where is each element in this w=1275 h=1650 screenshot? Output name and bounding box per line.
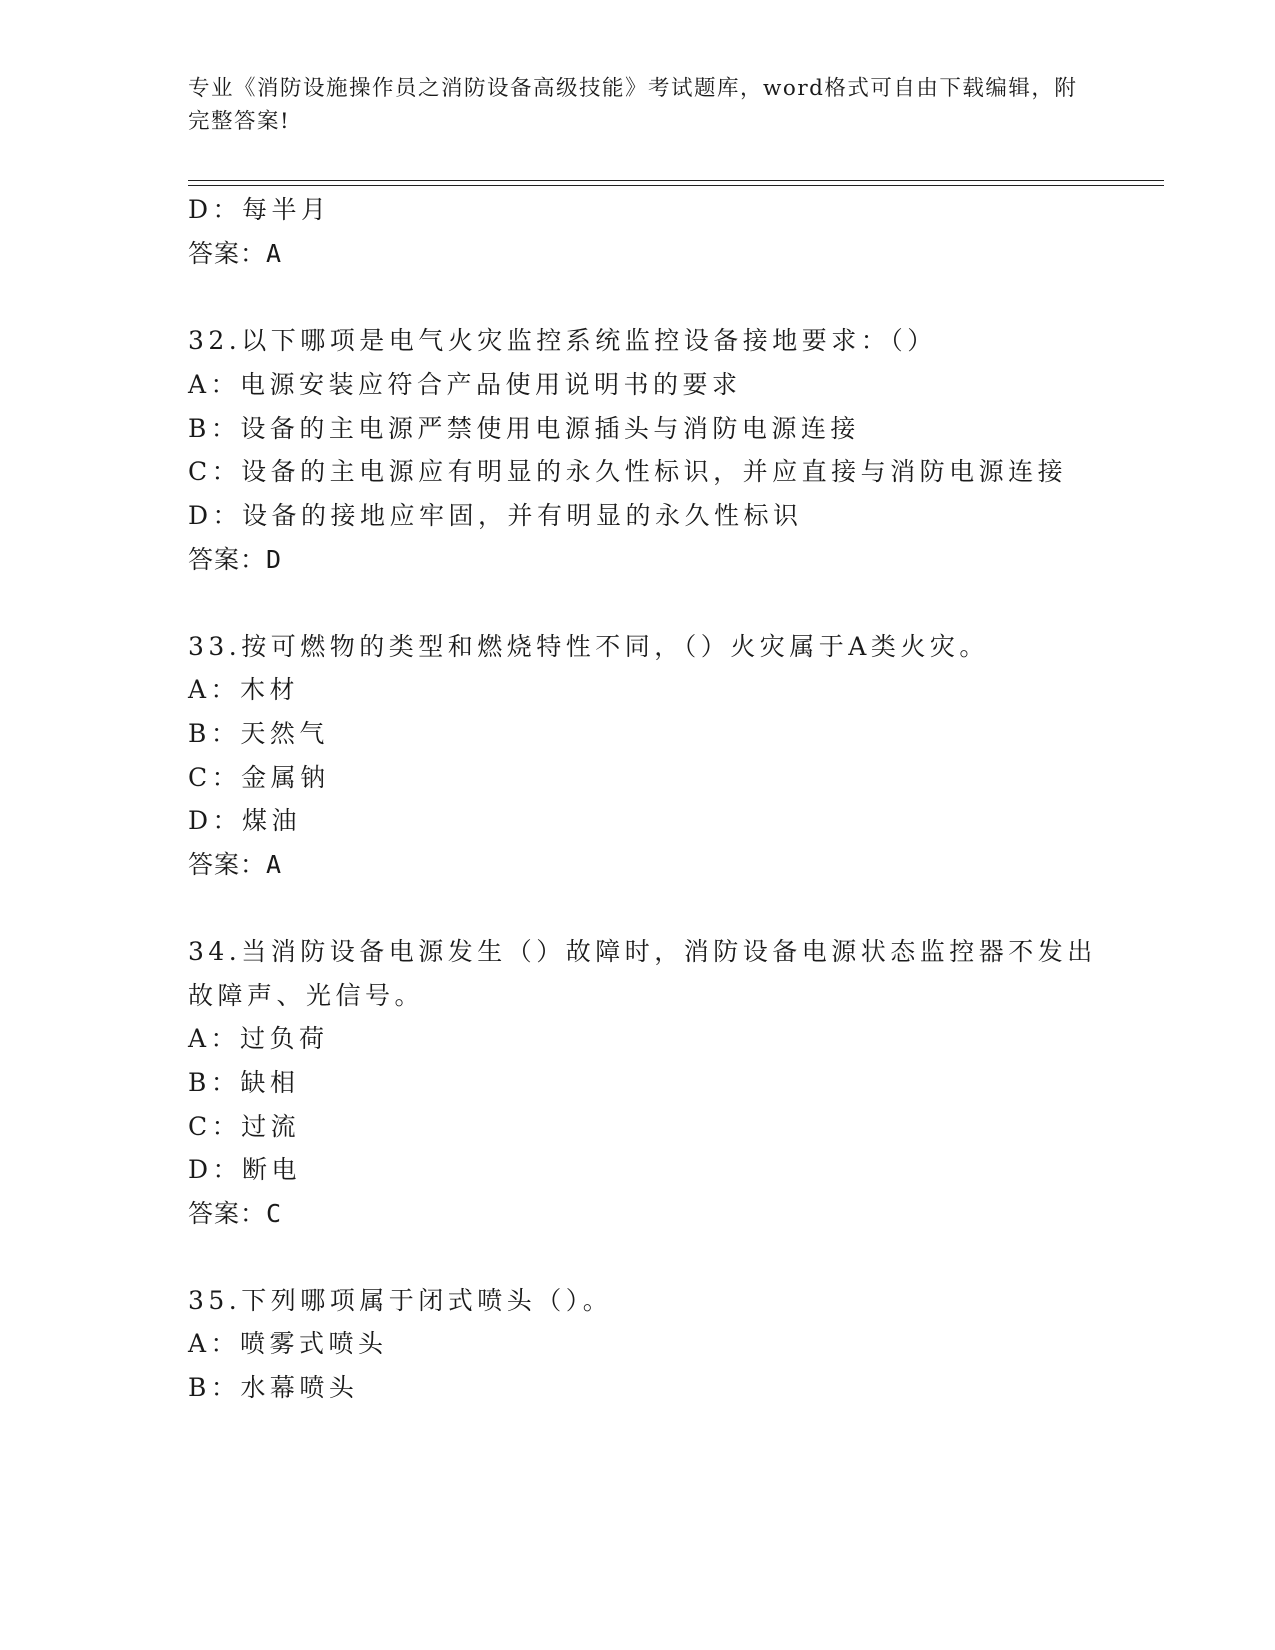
q32-answer xyxy=(188,543,282,577)
q33-option-b: B：天然气 xyxy=(188,719,329,748)
q33-option-c: C：金属钠 xyxy=(188,763,330,792)
q33-answer xyxy=(188,848,282,882)
answer-value: D xyxy=(266,545,283,574)
q32-option-b: B：设备的主电源严禁使用电源插头与消防电源连接 xyxy=(188,414,860,443)
q34-stem-line-1: 34.当消防设备电源发生（）故障时，消防设备电源状态监控器不发出 xyxy=(188,937,1097,966)
q35-option-a: A：喷雾式喷头 xyxy=(188,1329,388,1358)
answer-value: C xyxy=(266,1199,283,1228)
q34-stem-line-2: 故障声、光信号。 xyxy=(188,981,425,1010)
header-divider-top xyxy=(188,180,1164,181)
header-divider-bottom xyxy=(188,185,1164,186)
q32-option-d: D：设备的接地应牢固，并有明显的永久性标识 xyxy=(188,501,803,530)
q32-option-c: C：设备的主电源应有明显的永久性标识，并应直接与消防电源连接 xyxy=(188,457,1068,486)
q34-option-c: C：过流 xyxy=(188,1112,301,1141)
answer-value: A xyxy=(266,239,283,268)
answer-value: A xyxy=(266,850,283,879)
q34-option-b: B：缺相 xyxy=(188,1068,300,1097)
answer-label: 答案： xyxy=(188,545,267,574)
q34-option-d: D：断电 xyxy=(188,1155,302,1184)
q33-stem: 33.按可燃物的类型和燃烧特性不同，（）火灾属于A类火灾。 xyxy=(188,632,989,661)
q32-stem: 32.以下哪项是电气火灾监控系统监控设备接地要求：（） xyxy=(188,326,937,355)
q31-option-d: D：每半月 xyxy=(188,195,331,224)
q33-option-a: A：木材 xyxy=(188,675,300,704)
q31-answer xyxy=(188,237,282,271)
q32-option-a: A：电源安装应符合产品使用说明书的要求 xyxy=(188,370,742,399)
answer-label: 答案： xyxy=(188,850,267,879)
q33-option-d: D：煤油 xyxy=(188,806,302,835)
q35-stem: 35.下列哪项属于闭式喷头（）。 xyxy=(188,1286,613,1315)
document-header: 专业《消防设施操作员之消防设备高级技能》考试题库，word格式可自由下载编辑，附完整答案! xyxy=(188,76,1078,134)
answer-label: 答案： xyxy=(188,1199,267,1228)
q35-option-b: B：水幕喷头 xyxy=(188,1373,359,1402)
q34-option-a: A：过负荷 xyxy=(188,1024,329,1053)
q34-answer xyxy=(188,1197,282,1231)
answer-label: 答案： xyxy=(188,239,267,268)
